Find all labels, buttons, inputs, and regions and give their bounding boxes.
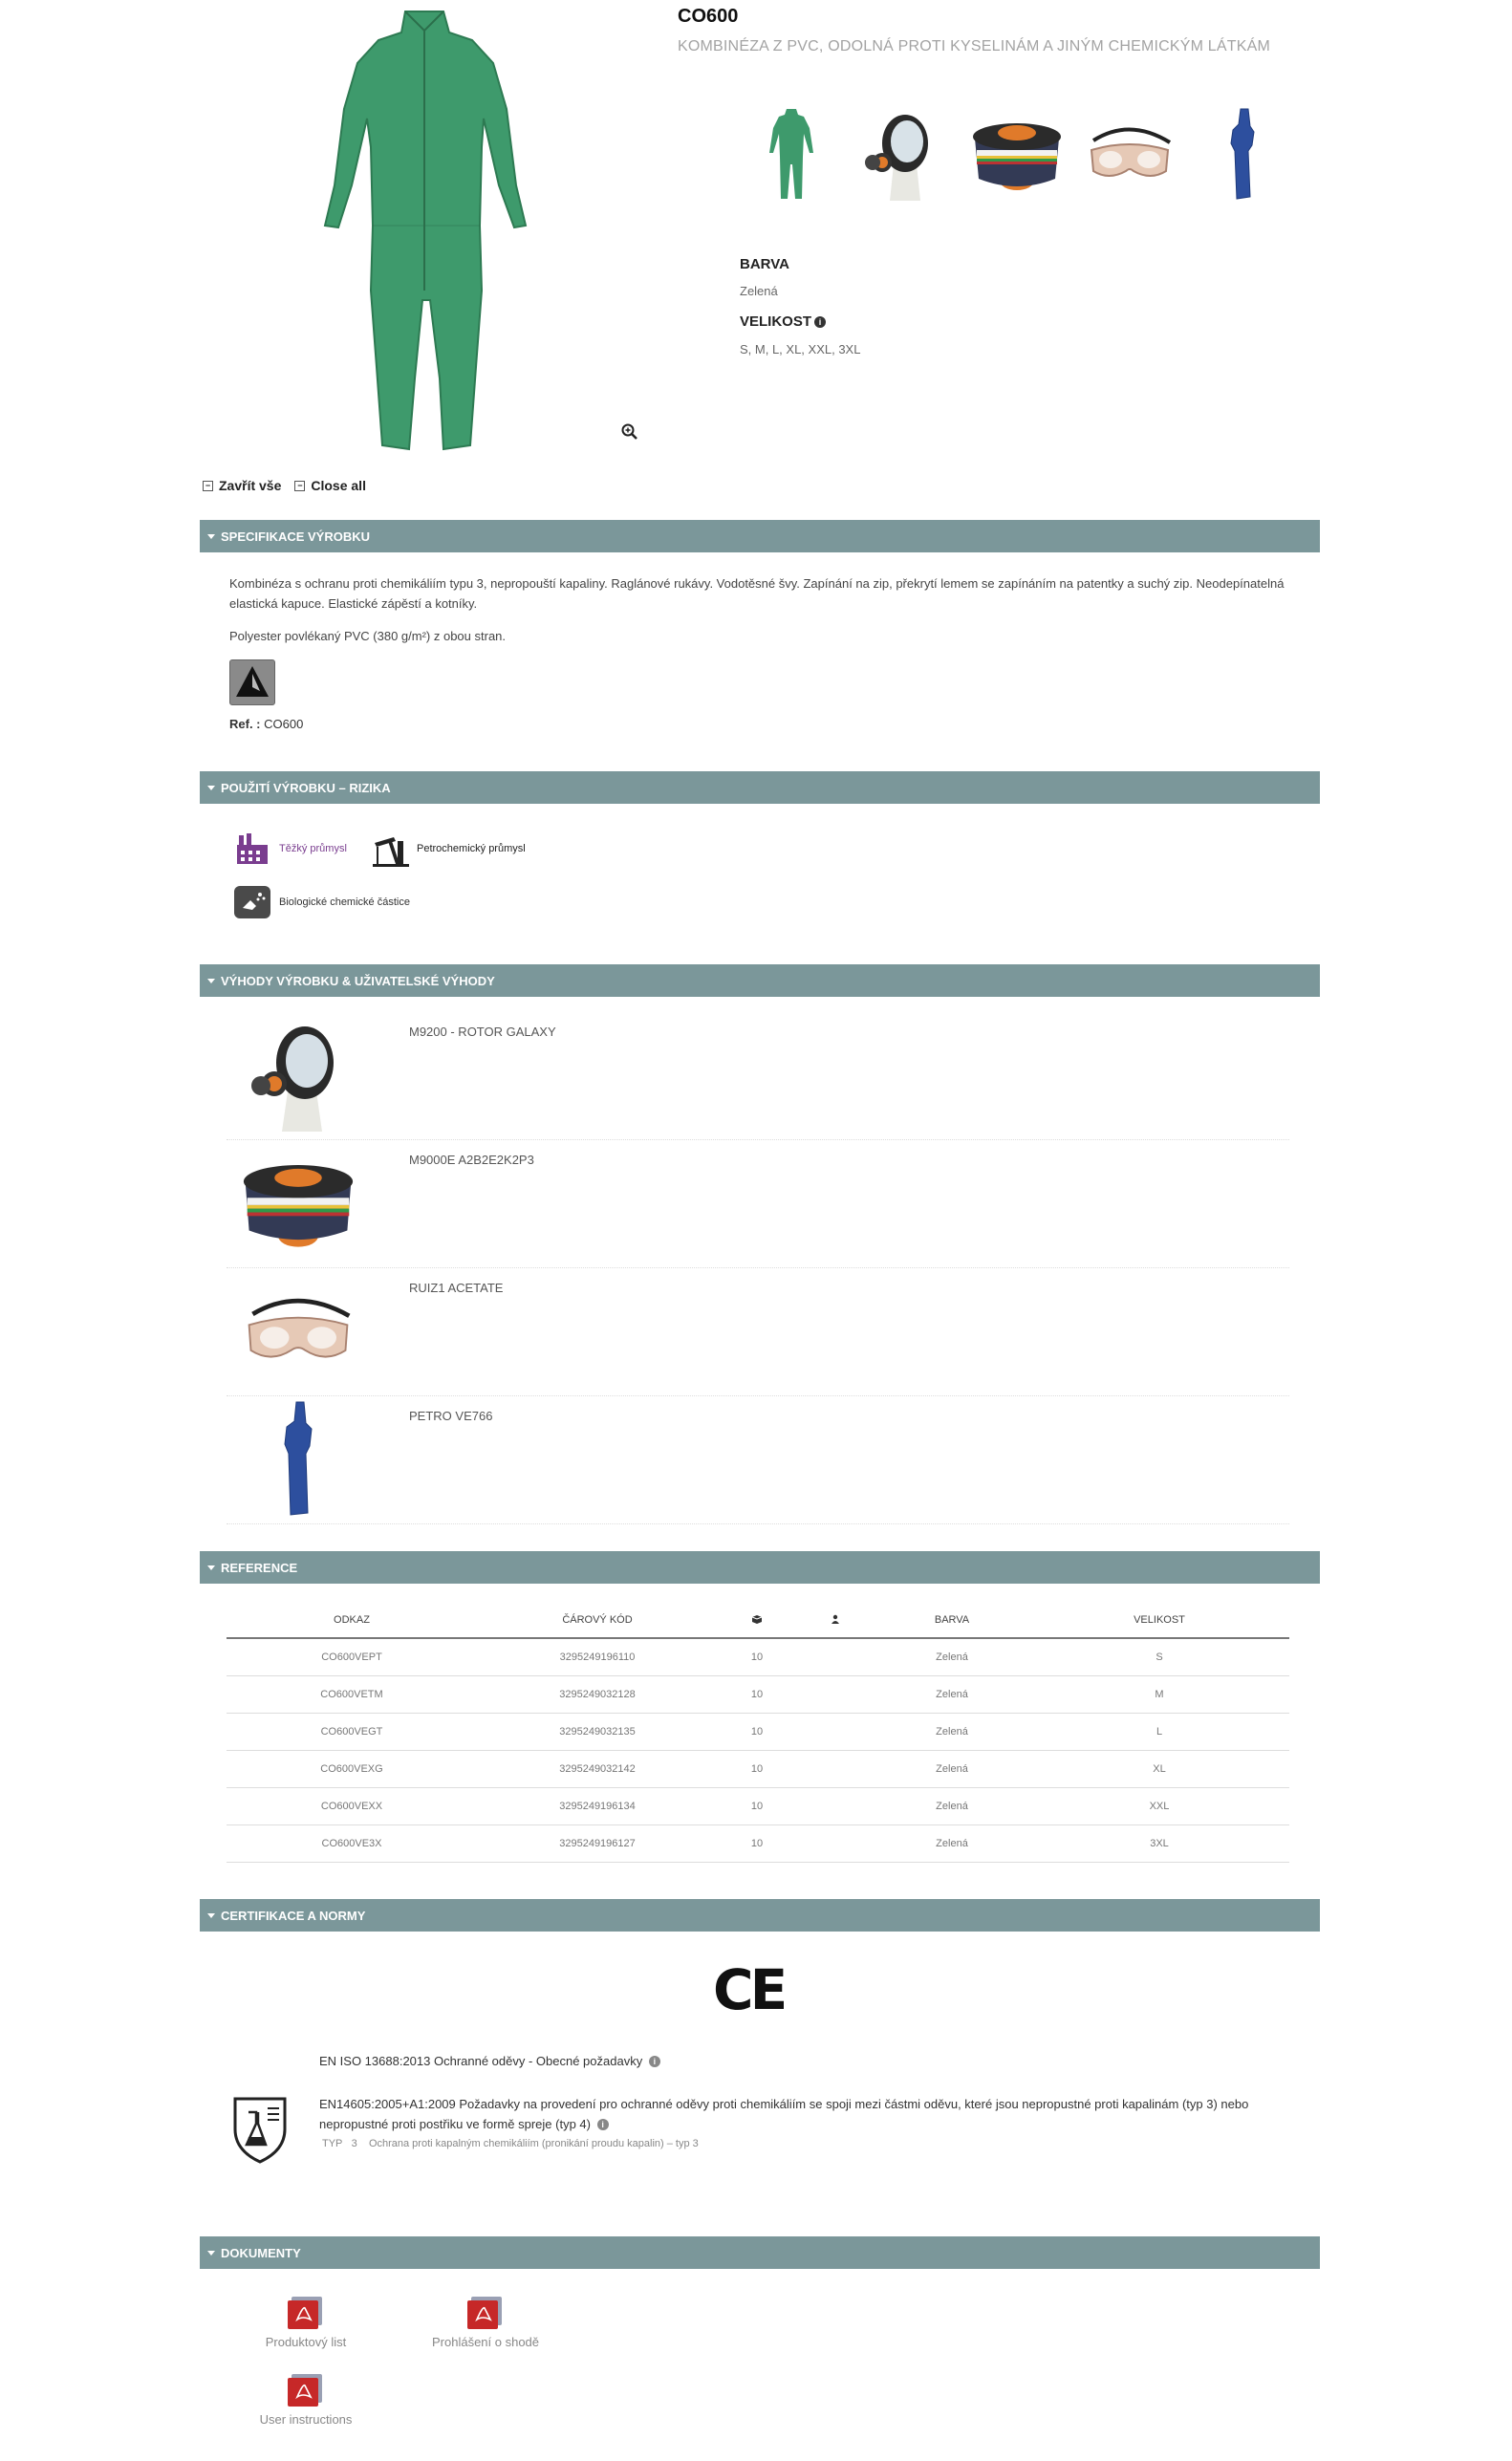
table-row [227,1638,1289,1676]
usage-label: Biologické chemické částice [279,896,410,908]
accessory-item[interactable] [227,1011,1289,1140]
pdf-icon [288,2374,324,2407]
table-cell: 3295249032128 [477,1676,718,1714]
table-cell: 3295249032142 [477,1751,718,1788]
table-cell: S [1029,1638,1289,1676]
typ-desc: Ochrana proti kapalným chemikáliím (pronikání proudu kapalin) – typ 3 [368,2138,699,2149]
table-header-row [227,1603,1289,1638]
biohazard-particles-icon [233,885,271,919]
table-cell: Zelená [875,1788,1029,1825]
document-label: Produktový list [265,2335,347,2349]
section-title: DOKUMENTY [221,2245,301,2260]
caret-down-icon [207,786,215,790]
typ-line [322,2138,699,2149]
collapse-icon: − [294,481,305,491]
norm-text: EN14605:2005+A1:2009 Požadavky na provedení pro ochranné oděvy proti chemikáliím se spoji mezi částmi oděvu, které jsou nepropustné proti kapalinám (typ 3) nebo nepropustné proti postřiku ve formě spreje (typ 4) [319,2097,1249,2131]
size-value: S, M, L, XL, XXL, 3XL [740,342,861,356]
norm-text: EN ISO 13688:2013 Ochranné oděvy - Obecné požadavky [319,2054,643,2068]
table-cell: 3XL [1029,1825,1289,1863]
table-cell [796,1638,875,1676]
table-cell [796,1751,875,1788]
thumb-green-suit[interactable] [745,103,837,206]
spec-ref [229,717,303,731]
table-cell: CO600VEXX [227,1788,477,1825]
person-icon [831,1614,840,1624]
table-cell: 3295249196127 [477,1825,718,1863]
accessory-name[interactable]: PETRO VE766 [409,1409,493,1423]
spec-description: Kombinéza s ochranu proti chemikáliím typu 3, nepropouští kapaliny. Raglánové rukávy. Vodotěsné švy. Zapínání na zip, překrytí lemem se zapínáním na patentky a suchý zip. Neodepínatelná elastická kapuce. Elastické zápěstí a kotníky. [229,576,1285,611]
section-header-reference[interactable] [200,1551,1320,1584]
thumb-filter-cartridge[interactable] [971,103,1063,206]
col-header-person [796,1603,875,1638]
zoom-icon[interactable] [621,423,638,445]
table-cell: Zelená [875,1676,1029,1714]
usage-label: Těžký průmysl [279,843,347,854]
table-cell: L [1029,1714,1289,1751]
table-cell: XL [1029,1751,1289,1788]
thumb-full-face-mask[interactable] [858,103,950,206]
document-user-instructions[interactable] [234,2374,378,2427]
pdf-icon [467,2297,504,2329]
table-cell: CO600VE3X [227,1825,477,1863]
box-icon [751,1614,763,1624]
spec-material: Polyester povlékaný PVC (380 g/m²) z obou stran. [229,629,507,643]
close-all-cz-label: Zavřít vše [219,478,282,493]
collapse-icon: − [203,481,213,491]
typ-label: TYP [322,2138,343,2149]
table-cell: 10 [718,1788,796,1825]
table-cell: Zelená [875,1751,1029,1788]
thumb-goggles[interactable] [1084,103,1176,206]
filter-cartridge-icon [242,1145,355,1262]
table-row [227,1676,1289,1714]
table-cell: XXL [1029,1788,1289,1825]
goggles-icon [242,1273,355,1390]
section-title: VÝHODY VÝROBKU & UŽIVATELSKÉ VÝHODY [221,973,495,988]
table-cell: CO600VEGT [227,1714,477,1751]
table-cell: Zelená [875,1714,1029,1751]
usage-item-biological [233,885,410,919]
section-header-spec[interactable] [200,520,1320,552]
table-cell: Zelená [875,1825,1029,1863]
long-glove-icon [242,1401,355,1518]
section-title: SPECIFIKACE VÝROBKU [221,529,371,544]
table-cell: 10 [718,1825,796,1863]
caret-down-icon [207,1565,215,1570]
document-label: User instructions [259,2412,353,2427]
usage-item-heavy-industry [233,830,347,868]
table-cell [796,1714,875,1751]
product-subtitle: KOMBINÉZA Z PVC, ODOLNÁ PROTI KYSELINÁM A JINÝM CHEMICKÝM LÁTKÁM [678,38,1271,54]
section-title: REFERENCE [221,1560,298,1575]
table-cell: Zelená [875,1638,1029,1676]
accessory-name[interactable]: M9200 - ROTOR GALAXY [409,1025,556,1039]
table-cell: 10 [718,1638,796,1676]
section-header-cert[interactable] [200,1899,1320,1932]
reference-table [227,1603,1289,1863]
usage-item-petrochemical [373,830,526,868]
table-cell: 3295249196110 [477,1638,718,1676]
size-label-wrap [740,313,826,330]
table-cell: 10 [718,1714,796,1751]
caret-down-icon [207,2251,215,2256]
caret-down-icon [207,1913,215,1918]
norm-en14605 [319,2094,1285,2134]
ce-mark: CE [713,1957,785,2022]
section-header-benefits[interactable] [200,964,1320,997]
table-cell [796,1676,875,1714]
usage-label: Petrochemický průmysl [417,843,526,854]
accessory-name[interactable]: M9000E A2B2E2K2P3 [409,1153,534,1167]
typ-value: 3 [351,2138,357,2149]
full-face-mask-icon [242,1017,355,1133]
table-cell: 10 [718,1751,796,1788]
section-title: POUŽITÍ VÝROBKU – RIZIKA [221,780,391,795]
table-cell: CO600VEPT [227,1638,477,1676]
table-row [227,1788,1289,1825]
factory-icon [233,830,271,868]
table-cell: 10 [718,1676,796,1714]
accessory-item[interactable] [227,1395,1289,1524]
thumbnail-strip [745,103,1288,206]
table-cell: 3295249032135 [477,1714,718,1751]
document-declaration[interactable] [414,2297,557,2349]
table-row [227,1825,1289,1863]
pdf-icon [288,2297,324,2329]
section-title: CERTIFIKACE A NORMY [221,1908,366,1923]
product-main-image [304,4,545,455]
accessory-item[interactable] [227,1139,1289,1268]
accessory-name[interactable]: RUIZ1 ACETATE [409,1281,504,1295]
document-product-sheet[interactable] [234,2297,378,2349]
color-value: Zelená [740,284,778,298]
caret-down-icon [207,534,215,539]
col-header-color: BARVA [875,1603,1029,1638]
thumb-blue-glove[interactable] [1197,103,1288,206]
table-cell [796,1788,875,1825]
col-header-box [718,1603,796,1638]
table-cell: M [1029,1676,1289,1714]
table-row [227,1751,1289,1788]
col-header-barcode: ČÁROVÝ KÓD [477,1603,718,1638]
table-row [227,1714,1289,1751]
ref-value: CO600 [264,717,304,731]
close-all-en-label: Close all [311,478,366,493]
table-cell: CO600VEXG [227,1751,477,1788]
table-cell [796,1825,875,1863]
close-all-en-button[interactable] [294,478,366,493]
info-icon[interactable]: i [597,2119,609,2130]
ref-label: Ref. : [229,717,261,731]
caret-down-icon [207,979,215,983]
section-header-docs[interactable] [200,2236,1320,2269]
table-cell: 3295249196134 [477,1788,718,1825]
document-label: Prohlášení o shodě [431,2335,540,2349]
col-header-ref: ODKAZ [227,1603,477,1638]
accessory-item[interactable] [227,1267,1289,1396]
product-code: CO600 [678,6,739,27]
close-all-cz-button[interactable] [203,478,281,493]
col-header-size: VELIKOST [1029,1603,1289,1638]
chemical-protection-pictogram-icon [229,2095,291,2169]
info-icon[interactable]: i [649,2056,660,2067]
delta-plus-logo-icon [229,659,275,705]
table-cell: CO600VETM [227,1676,477,1714]
toggle-bar [203,478,366,493]
color-label: BARVA [740,256,789,272]
oil-pump-icon [373,830,409,868]
section-header-usage[interactable] [200,771,1320,804]
info-icon[interactable]: i [814,316,826,328]
size-label: VELIKOST [740,313,812,330]
norm-iso-13688 [319,2051,660,2071]
